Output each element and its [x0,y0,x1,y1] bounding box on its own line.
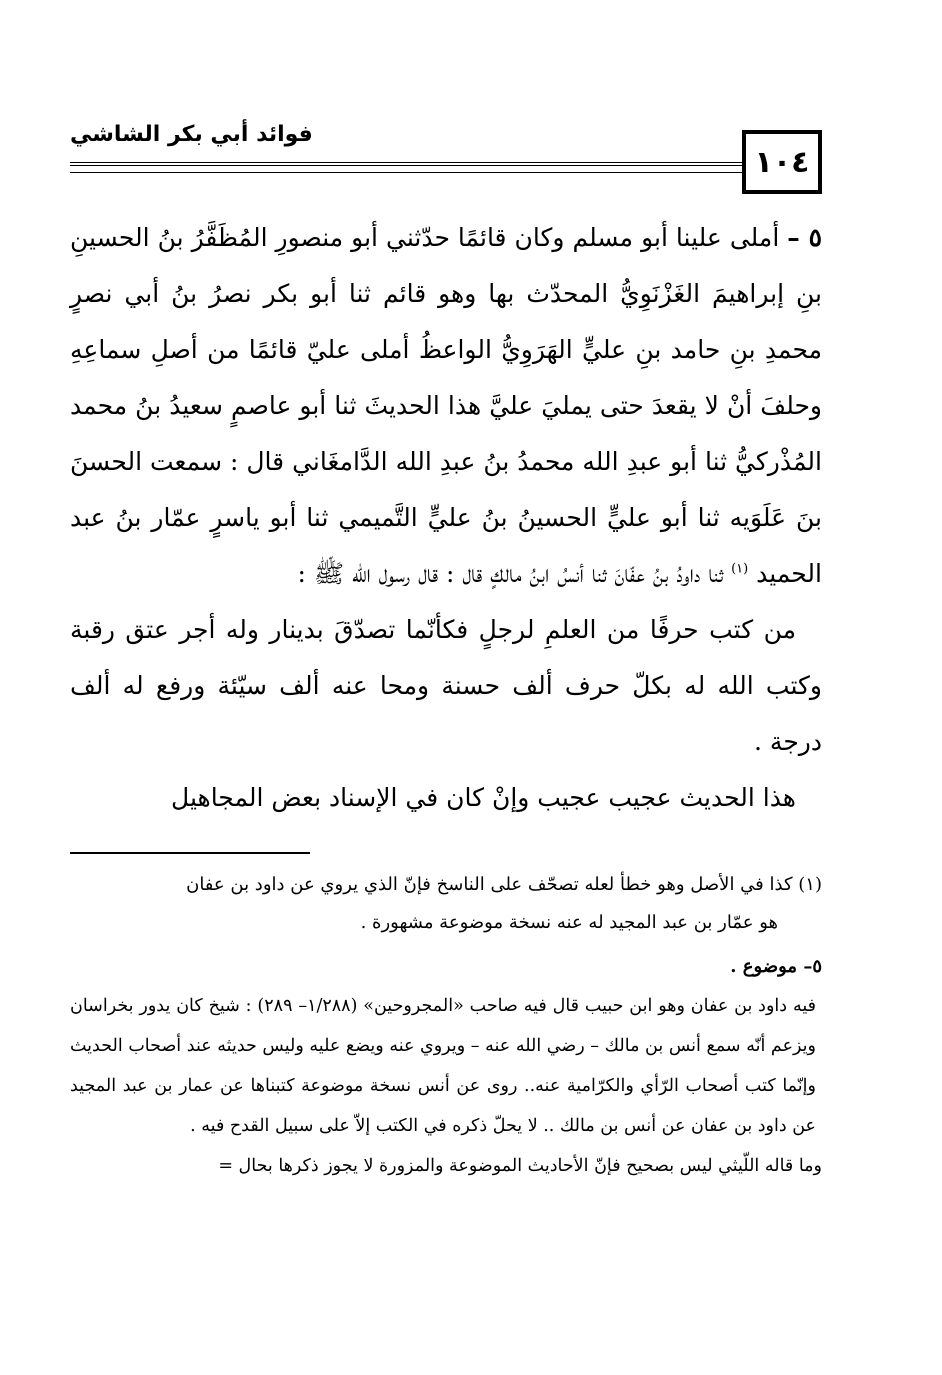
footnote-1-label: (١) [798,874,822,895]
footnotes [70,866,822,1186]
footnote-1-continuation: هو عمّار بن عبد المجيد له عنه نسخة موضوعة مشهورة . [360,912,778,933]
footnote-ref: (١) [731,561,749,577]
comment-paragraph: هذا الحديث عجيب عجيب وإنْ كان في الإسناد بعض المجاهيل [171,783,796,812]
page-header [70,118,822,190]
grading-note: فيه داود بن عفان وهو ابن حبيب قال فيه صاحب «المجروحين» (١/٢٨٨– ٢٨٩) : شيخ كان يدور بخراسان ويزعم أنّه سمع أنس بن مالك – رضي الله عنه – ويروي عنه ويضع عليه وليس حديثه عند أصحاب الحديث وإنّما كتب أصحاب الرّأي والكرّامية عنه.. روى عن أنس نسخة موضوعة كتبناها عن عمار بن عبد المجيد عن داود بن عفان عن أنس بن مالك .. لا يحلّ ذكره في الكتب إلاّ على سبيل القدح فيه . [70,996,816,1136]
isnad-continuation: ثنا داودُ بنُ عفّانَ ثنا أنسُ ابنُ مالكٍ قال : قال رسول الله ﷺ : [297,559,724,588]
running-title: فوائد أبي بكر الشاشي [70,122,313,147]
page-number: ١٠٤ [742,130,822,194]
footnote-1 [70,866,822,904]
grading-note-last: وما قاله اللّيثي ليس بصحيح فإنّ الأحاديث الموضوعة والمزورة لا يجوز ذكرها بحال = [218,1156,822,1176]
matn-paragraph: من كتب حرفًا من العلمِ لرجلٍ فكأنّما تصدّقَ بدينار وله أجر عتق رقبة وكتب الله له بكلّ حرف ألف حسنة ومحا عنه ألف سيّئة ورفع له ألف درجة . [70,615,822,756]
main-text [70,210,822,826]
footnote-1-text: كذا في الأصل وهو خطأ لعله تصحّف على الناسخ فإنّ الذي يروي عن داود بن عفان [186,874,793,895]
header-rule [70,162,750,166]
book-page [70,118,822,1186]
hadith-number: ٥ – [787,223,822,252]
grading-heading: ٥– موضوع . [730,956,822,977]
isnad-text: أملى علينا أبو مسلم وكان قائمًا حدّثني أبو منصورِ المُظَفَّرُ بنُ الحسينِ بنِ إبراهيمَ الغَزْنَوِيُّ المحدّث بها وهو قائم ثنا أبو بكر نصرُ بنُ أبي نصرٍ محمدِ بنِ حامد بنِ عليٍّ الهَرَوِيُّ الواعظُ أملى عليّ قائمًا من أصلِ سماعِهِ وحلفَ أنْ لا يقعدَ حتى يمليَ عليَّ هذا الحديثَ ثنا أبو عاصمٍ سعيدُ بنُ محمد المُذْركيُّ ثنا أبو عبدِ الله محمدُ بنُ عبدِ الله الدَّامغَاني قال : سمعت الحسنَ بنَ عَلَوَيه ثنا أبو عليٍّ الحسينُ بنُ عليٍّ التَّميمي ثنا أبو ياسرٍ عمّار بنُ عبد الحميد [70,223,822,588]
footnote-separator [70,852,310,854]
hadith-paragraph [70,210,822,602]
header-rule-thin [70,172,750,173]
